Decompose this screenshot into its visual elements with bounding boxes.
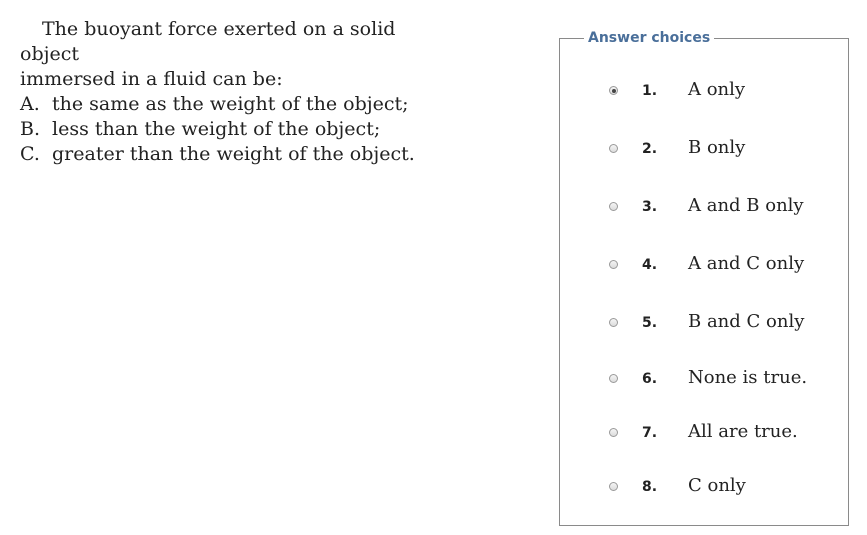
question-option-b — [20, 117, 460, 142]
choice-label: A and C only — [688, 253, 805, 274]
choice-number: 7. — [642, 425, 658, 441]
choice-label: None is true. — [688, 367, 808, 388]
option-letter: B. — [20, 118, 41, 140]
question-intro-line2: immersed in a fluid can be: — [20, 68, 283, 90]
answer-choice-8[interactable] — [560, 473, 848, 503]
choice-number: 4. — [642, 257, 658, 273]
answer-choice-3[interactable] — [560, 193, 848, 223]
choice-number: 1. — [642, 83, 658, 99]
question-option-a — [20, 92, 460, 117]
choice-label: C only — [688, 475, 746, 496]
answer-choice-2[interactable] — [560, 135, 848, 165]
choice-number: 2. — [642, 141, 658, 157]
radio-button[interactable] — [609, 318, 618, 327]
option-text: the same as the weight of the object; — [52, 93, 409, 115]
choice-label: A and B only — [688, 195, 804, 216]
answer-choice-4[interactable] — [560, 251, 848, 281]
answer-choices-legend: Answer choices — [584, 30, 714, 46]
answer-choice-7[interactable] — [560, 419, 848, 449]
answer-choice-6[interactable] — [560, 365, 848, 395]
radio-button[interactable] — [609, 202, 618, 211]
choice-label: All are true. — [688, 421, 798, 442]
choice-number: 8. — [642, 479, 658, 495]
choice-number: 6. — [642, 371, 658, 387]
choice-number: 5. — [642, 315, 658, 331]
question-option-c — [20, 142, 460, 167]
choice-number: 3. — [642, 199, 658, 215]
choice-label: B only — [688, 137, 746, 158]
option-text: less than the weight of the object; — [52, 118, 381, 140]
radio-button[interactable] — [609, 144, 618, 153]
radio-button[interactable] — [609, 374, 618, 383]
answer-choice-5[interactable] — [560, 309, 848, 339]
option-text: greater than the weight of the object. — [52, 143, 415, 165]
radio-button[interactable] — [609, 260, 618, 269]
choice-label: A only — [688, 79, 746, 100]
answer-choices-fieldset — [559, 30, 849, 526]
choice-label: B and C only — [688, 311, 805, 332]
question-intro — [20, 17, 460, 92]
option-letter: C. — [20, 143, 40, 165]
radio-button[interactable] — [609, 482, 618, 491]
answer-choice-1[interactable] — [560, 77, 848, 107]
radio-button[interactable] — [609, 428, 618, 437]
question-intro-line1: The buoyant force exerted on a solid object — [20, 18, 396, 65]
radio-button[interactable] — [609, 86, 618, 95]
question-text — [20, 17, 460, 167]
option-letter: A. — [20, 93, 40, 115]
